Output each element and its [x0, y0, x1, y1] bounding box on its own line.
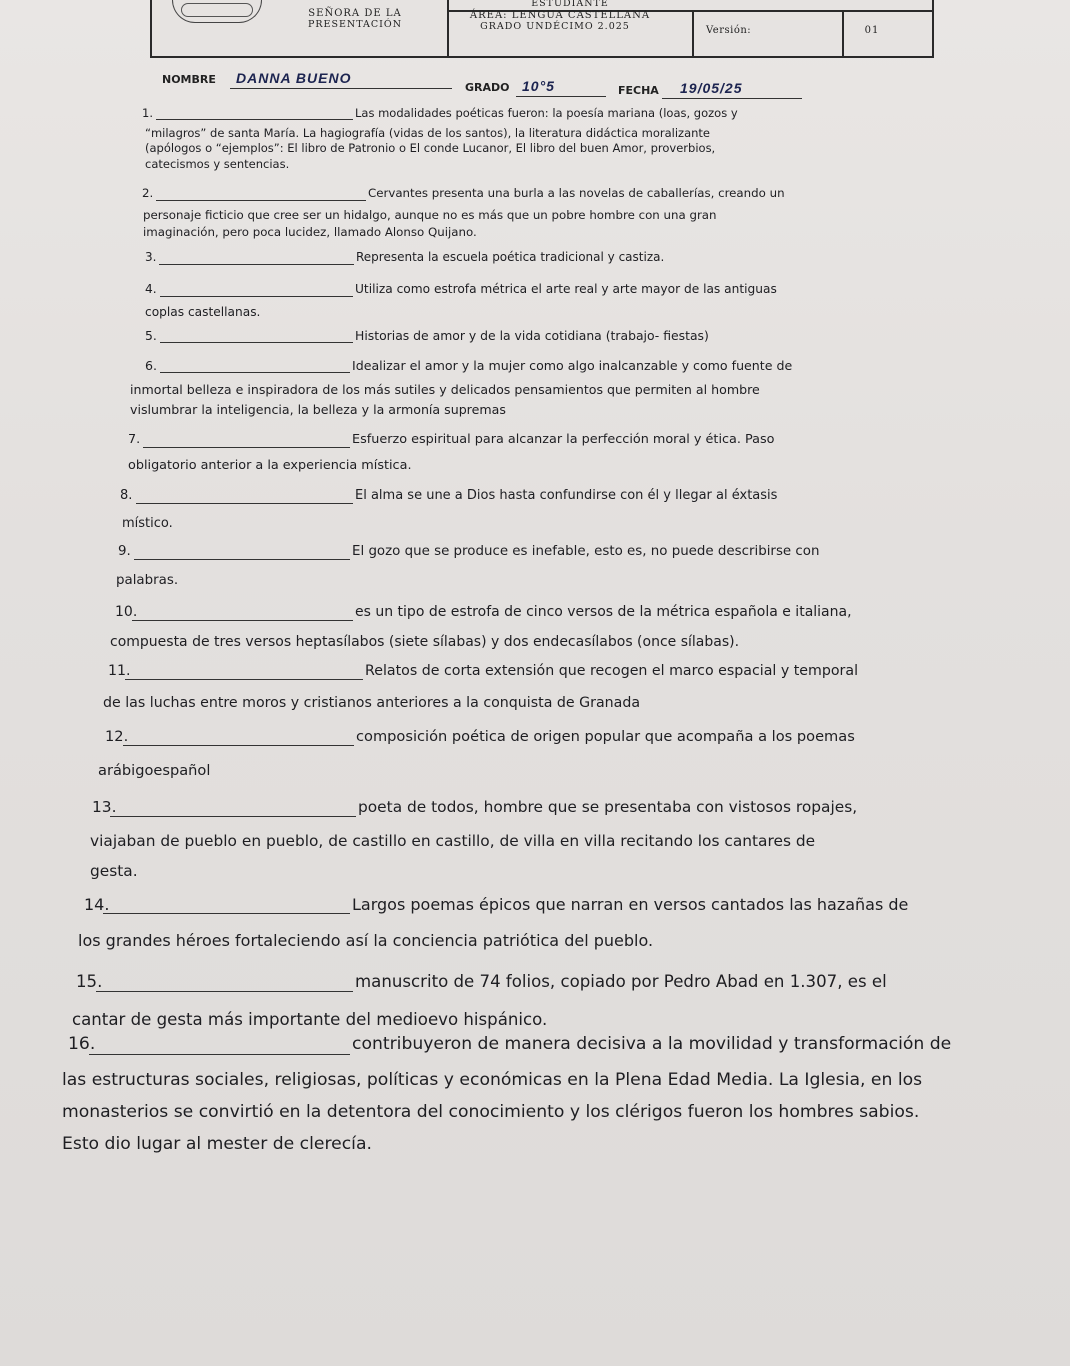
answer-blank[interactable] [160, 372, 350, 373]
question-text-line: Idealizar el amor y la mujer como algo inalcanzable y como fuente de [352, 358, 793, 373]
answer-blank[interactable] [136, 503, 353, 504]
question-text-line: personaje ficticio que cree ser un hidalgo, aunque no es más que un pobre hombre con una gran [143, 207, 717, 222]
question-number: 16. [68, 1034, 96, 1054]
answer-blank[interactable] [160, 296, 353, 297]
question-number: 6. [145, 358, 158, 373]
question-text-line: palabras. [116, 573, 179, 588]
role-label: ESTUDIANTE [531, 0, 609, 9]
question-number: 3. [145, 250, 157, 264]
question-number: 13. [92, 798, 117, 816]
school-name-line2: PRESENTACIÓN [307, 19, 403, 30]
date-label: FECHA [618, 84, 659, 97]
question-number: 15. [76, 972, 103, 991]
question-number: 9. [118, 544, 131, 559]
question-number: 7. [128, 432, 141, 447]
answer-blank[interactable] [110, 816, 356, 817]
name-label: NOMBRE [162, 73, 216, 86]
question-text-line: las estructuras sociales, religiosas, políticas y económicas en la Plena Edad Media. La Iglesia, en los [62, 1070, 923, 1090]
answer-blank[interactable] [132, 620, 353, 621]
question-text-line: compuesta de tres versos heptasílabos (siete sílabas) y dos endecasílabos (once sílabas). [110, 634, 740, 650]
grade-field[interactable] [516, 96, 606, 97]
header-divider [692, 12, 694, 56]
question-text-line: El gozo que se produce es inefable, esto es, no puede describirse con [352, 544, 820, 559]
question-text-line: arábigoespañol [98, 762, 211, 779]
question-text-line: gesta. [90, 862, 138, 880]
grade-year-label: GRADO UNDÉCIMO 2.025 [480, 21, 630, 32]
question-text-line: Historias de amor y de la vida cotidiana (trabajo- fiestas) [355, 328, 709, 343]
answer-blank[interactable] [156, 119, 353, 120]
question-text-line: místico. [122, 516, 173, 531]
answer-blank[interactable] [134, 559, 350, 560]
name-field[interactable] [230, 88, 452, 89]
date-value: 19/05/25 [680, 80, 743, 96]
question-text-line: viajaban de pueblo en pueblo, de castillo en castillo, de villa en villa recitando los cantares de [90, 832, 816, 850]
question-text-line: contribuyeron de manera decisiva a la movilidad y transformación de [352, 1034, 952, 1054]
question-text-line: composición poética de origen popular que acompaña a los poemas [356, 728, 855, 745]
question-text-line: Relatos de corta extensión que recogen el marco espacial y temporal [365, 663, 859, 679]
question-text-line: de las luchas entre moros y cristianos anteriores a la conquista de Granada [103, 695, 641, 711]
question-text-line: cantar de gesta más importante del medioevo hispánico. [72, 1010, 548, 1029]
answer-blank[interactable] [143, 447, 350, 448]
question-text-line: manuscrito de 74 folios, copiado por Pedro Abad en 1.307, es el [355, 972, 887, 991]
question-text-line: es un tipo de estrofa de cinco versos de la métrica española e italiana, [355, 604, 852, 620]
version-value: 01 [864, 25, 880, 36]
question-text-line: inmortal belleza e inspiradora de los más sutiles y delicados pensamientos que permiten al hombre [130, 382, 760, 397]
question-number: 10. [115, 604, 138, 620]
name-value: DANNA BUENO [236, 70, 352, 86]
answer-blank[interactable] [160, 342, 353, 343]
answer-blank[interactable] [125, 679, 363, 680]
school-logo [172, 0, 262, 23]
date-field[interactable] [662, 98, 802, 99]
question-number: 2. [142, 186, 154, 200]
answer-blank[interactable] [103, 913, 350, 914]
question-number: 8. [120, 488, 133, 503]
question-text-line: Esto dio lugar al mester de clerecía. [62, 1134, 372, 1154]
header-divider [842, 12, 844, 56]
question-text-line: Cervantes presenta una burla a las novelas de caballerías, creando un [368, 186, 785, 200]
question-text-line: los grandes héroes fortaleciendo así la conciencia patriótica del pueblo. [78, 931, 654, 950]
question-text-line: coplas castellanas. [145, 305, 261, 319]
question-number: 12. [105, 728, 129, 745]
grade-value: 10°5 [522, 78, 555, 94]
question-number: 11. [108, 663, 131, 679]
answer-blank[interactable] [123, 745, 354, 746]
question-text-line: Representa la escuela poética tradicional y castiza. [356, 250, 665, 264]
question-number: 14. [84, 895, 110, 914]
question-text-line: poeta de todos, hombre que se presentaba con vistosos ropajes, [358, 798, 858, 816]
question-number: 5. [145, 328, 157, 343]
version-label: Versión: [706, 25, 752, 36]
answer-blank[interactable] [89, 1054, 350, 1055]
question-number: 1. [142, 106, 153, 120]
grade-label: GRADO [465, 81, 510, 94]
question-text-line: “milagros” de santa María. La hagiografía (vidas de los santos), la literatura didáctica moralizante [145, 125, 711, 140]
question-text-line: El alma se une a Dios hasta confundirse con él y llegar al éxtasis [355, 488, 778, 503]
question-text-line: obligatorio anterior a la experiencia mística. [128, 458, 412, 473]
question-number: 4. [145, 282, 157, 296]
question-text-line: Esfuerzo espiritual para alcanzar la perfección moral y ética. Paso [352, 432, 775, 447]
question-text-line: Las modalidades poéticas fueron: la poesía mariana (loas, gozos y [355, 106, 738, 120]
answer-blank[interactable] [156, 200, 366, 201]
question-text-line: (apólogos o “ejemplos”: El libro de Patronio o El conde Lucanor, El libro del buen Amor, proverbios, [145, 141, 716, 155]
question-text-line: monasterios se convirtió en la detentora del conocimiento y los clérigos fueron los hombres sabios. [62, 1102, 920, 1122]
answer-blank[interactable] [159, 264, 354, 265]
question-text-line: imaginación, pero poca lucidez, llamado Alonso Quijano. [143, 225, 477, 239]
question-text-line: vislumbrar la inteligencia, la belleza y la armonía supremas [130, 402, 506, 417]
answer-blank[interactable] [96, 991, 353, 992]
area-label: ÁREA: LENGUA CASTELLANA [469, 10, 651, 21]
question-text-line: catecismos y sentencias. [145, 156, 290, 171]
question-text-line: Utiliza como estrofa métrica el arte real y arte mayor de las antiguas [355, 282, 777, 296]
school-name-line1: SEÑORA DE LA [308, 8, 402, 19]
question-text-line: Largos poemas épicos que narran en versos cantados las hazañas de [352, 895, 909, 914]
